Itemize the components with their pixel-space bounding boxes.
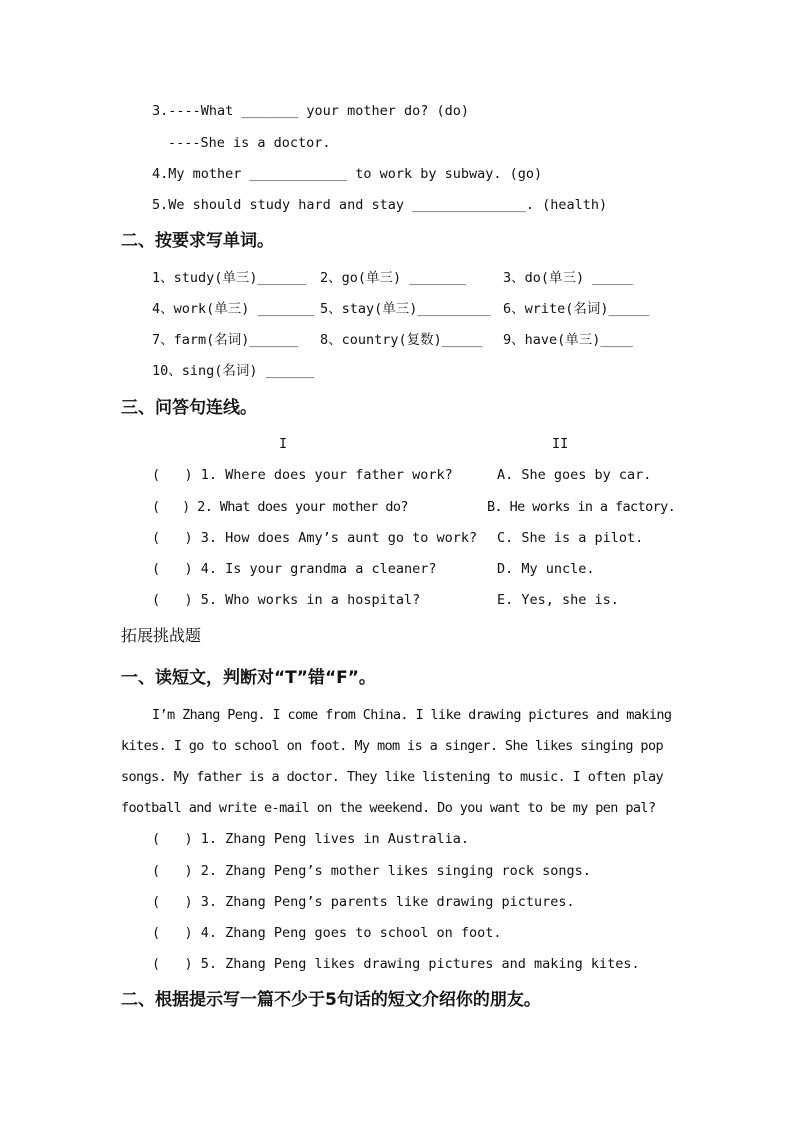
match-question-4: ( ) 4. Is your grandma a cleaner? <box>152 561 437 577</box>
challenge-title: 拓展挑战题 <box>121 626 202 645</box>
word-item-6: 6、write(名词)_____ <box>503 301 650 317</box>
question-5: 5.We should study hard and stay ______________. (health) <box>152 197 608 213</box>
word-item-10: 10、sing(名词) ______ <box>152 363 315 379</box>
tf-item-3: ( ) 3. Zhang Peng’s parents like drawing pictures. <box>152 894 575 910</box>
match-answer-d: D. My uncle. <box>497 561 595 577</box>
column-i-label: I <box>279 436 288 452</box>
passage-line-3: songs. My father is a doctor. They like listening to music. I often play <box>121 769 663 785</box>
section3-heading: 三、问答句连线。 <box>121 398 257 418</box>
word-item-3: 3、do(单三) _____ <box>503 270 633 286</box>
reading-heading: 一、读短文，判断对“T”错“F”。 <box>121 668 376 688</box>
section2-heading: 二、按要求写单词。 <box>121 231 274 251</box>
tf-item-2: ( ) 2. Zhang Peng’s mother likes singing rock songs. <box>152 863 591 879</box>
word-item-9: 9、have(单三)____ <box>503 332 633 348</box>
word-item-7: 7、farm(名词)______ <box>152 332 299 348</box>
column-ii-label: II <box>552 436 569 452</box>
passage-line-2: kites. I go to school on foot. My mom is a singer. She likes singing pop <box>121 738 663 754</box>
match-question-3: ( ) 3. How does Amy’s aunt go to work? <box>152 530 478 546</box>
passage-line-4: football and write e-mail on the weekend. Do you want to be my pen pal? <box>121 800 656 816</box>
word-item-8: 8、country(复数)_____ <box>320 332 483 348</box>
match-question-5: ( ) 5. Who works in a hospital? <box>152 592 421 608</box>
answer-3: ----She is a doctor. <box>168 135 331 151</box>
match-answer-c: C. She is a pilot. <box>497 530 644 546</box>
match-question-1: ( ) 1. Where does your father work? <box>152 467 453 483</box>
passage-line-1: I’m Zhang Peng. I come from China. I like drawing pictures and making <box>152 707 672 723</box>
word-item-4: 4、work(单三) _______ <box>152 301 315 317</box>
word-item-5: 5、stay(单三)_________ <box>320 301 491 317</box>
question-3: 3.----What _______ your mother do? (do) <box>152 103 469 119</box>
word-item-1: 1、study(单三)______ <box>152 270 307 286</box>
writing-heading: 二、根据提示写一篇不少于5句话的短文介绍你的朋友。 <box>121 990 541 1010</box>
match-question-2: ( ) 2. What does your mother do? <box>152 499 408 515</box>
match-answer-b: B. He works in a factory. <box>487 499 676 515</box>
match-answer-a: A. She goes by car. <box>497 467 652 483</box>
match-answer-e: E. Yes, she is. <box>497 592 619 608</box>
question-4: 4.My mother ____________ to work by subway. (go) <box>152 166 543 182</box>
word-item-2: 2、go(单三) _______ <box>320 270 467 286</box>
tf-item-1: ( ) 1. Zhang Peng lives in Australia. <box>152 831 469 847</box>
tf-item-5: ( ) 5. Zhang Peng likes drawing pictures and making kites. <box>152 956 640 972</box>
tf-item-4: ( ) 4. Zhang Peng goes to school on foot. <box>152 925 502 941</box>
